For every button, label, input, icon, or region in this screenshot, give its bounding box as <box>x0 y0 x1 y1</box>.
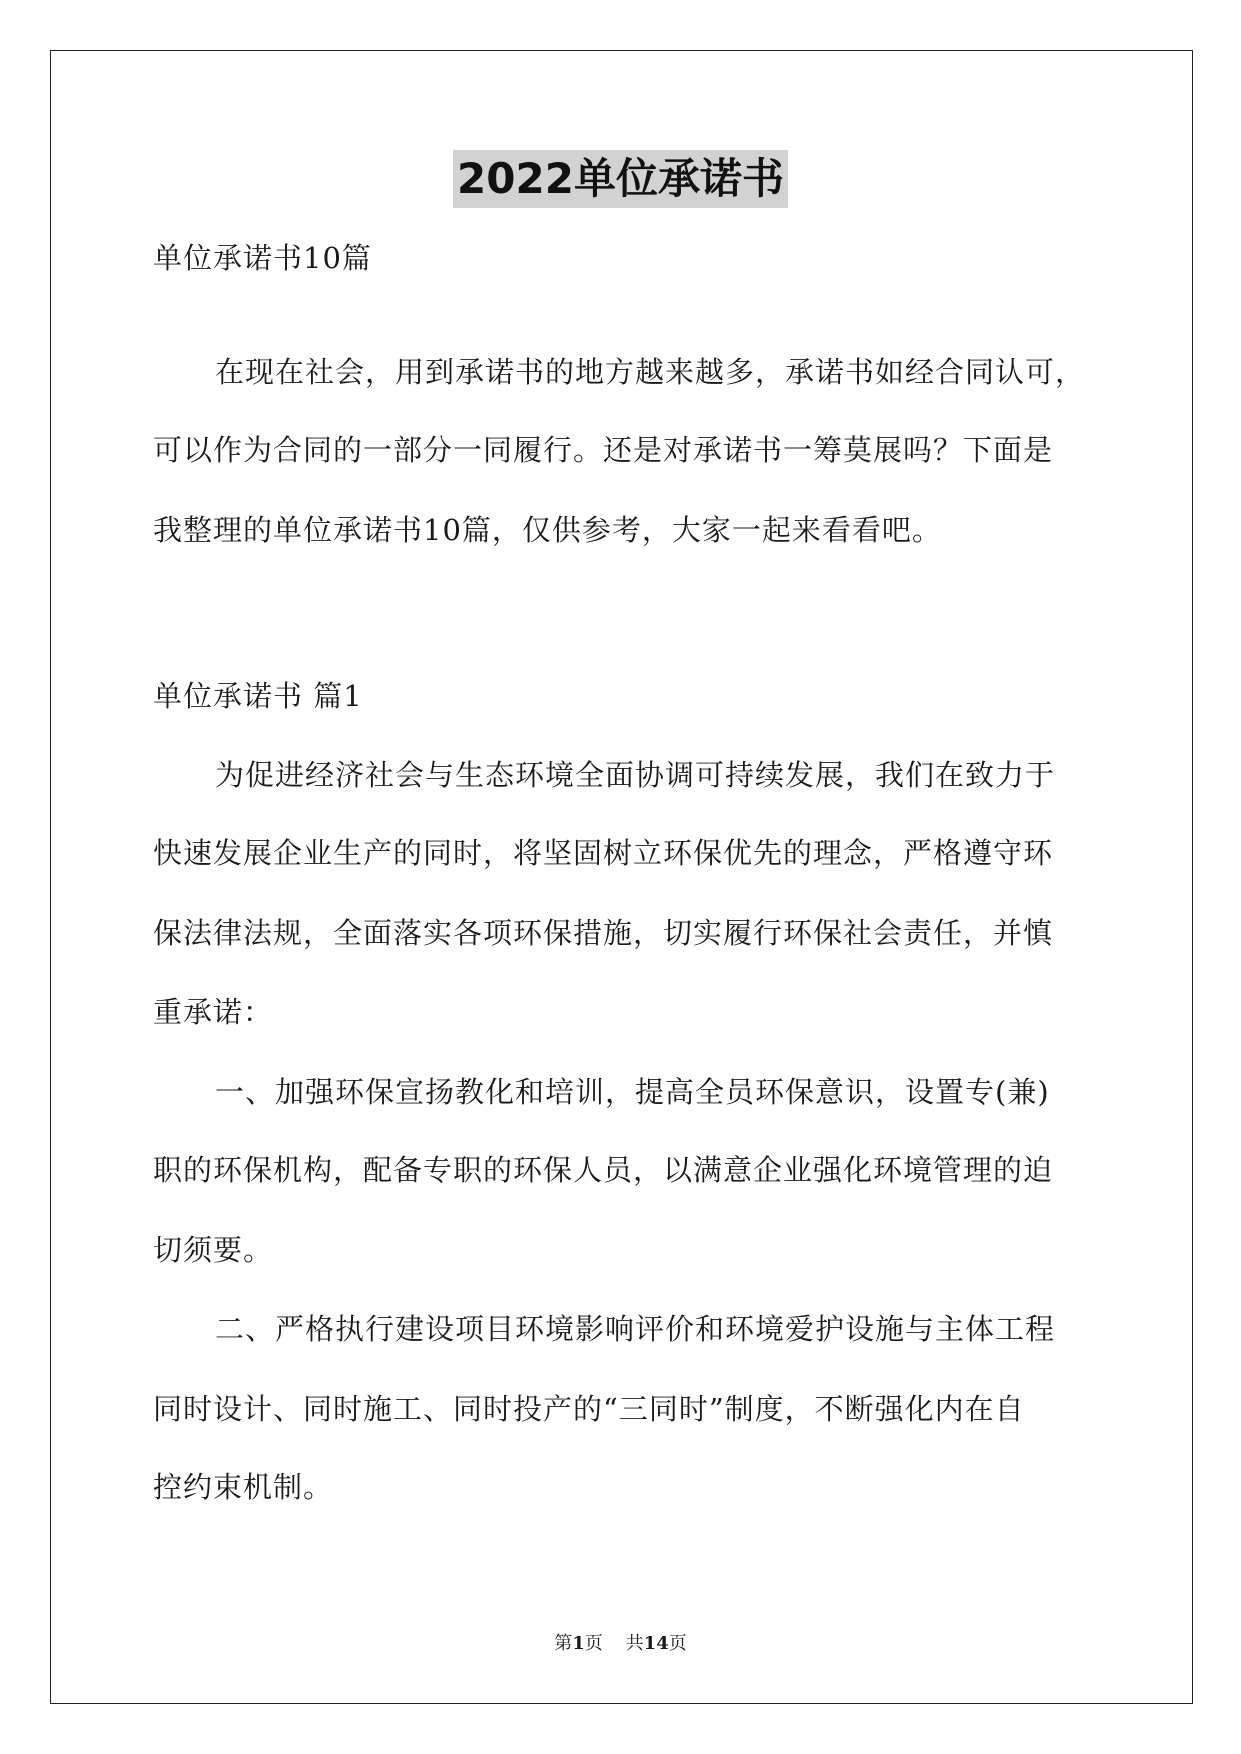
document-title: 2022单位承诺书 <box>453 150 788 208</box>
document-subtitle: 单位承诺书10篇 <box>153 241 372 275</box>
footer-total-pages: 14 <box>643 1633 669 1654</box>
page-border <box>50 50 1193 1704</box>
footer-prefix: 第 <box>554 1633 573 1654</box>
paragraph-line-1: 为促进经济社会与生态环境全面协调可持续发展，我们在致力于 <box>215 758 1056 792</box>
paragraph-line-9: 同时设计、同时施工、同时投产的“三同时”制度，不断强化内在自 <box>153 1392 1025 1426</box>
page-footer <box>0 1632 1241 1656</box>
footer-page-suffix: 页 <box>584 1633 603 1654</box>
paragraph-line-3: 保法律法规，全面落实各项环保措施，切实履行环保社会责任，并慎 <box>153 916 1054 950</box>
footer-total-suffix: 页 <box>668 1633 687 1654</box>
paragraph-line-4: 重承诺： <box>153 995 274 1029</box>
intro-line-2: 可以作为合同的一部分一同履行。还是对承诺书一筹莫展吗？下面是 <box>153 433 1054 467</box>
paragraph-line-7: 切须要。 <box>153 1233 274 1267</box>
intro-line-1: 在现在社会，用到承诺书的地方越来越多，承诺书如经合同认可， <box>215 355 1086 389</box>
intro-line-3: 我整理的单位承诺书10篇，仅供参考，大家一起来看看吧。 <box>153 513 942 547</box>
footer-page-number: 1 <box>572 1633 585 1654</box>
paragraph-line-2: 快速发展企业生产的同时，将坚固树立环保优先的理念，严格遵守环 <box>153 836 1054 870</box>
paragraph-line-5: 一、加强环保宣扬教化和培训，提高全员环保意识，设置专(兼) <box>215 1075 1050 1109</box>
section-heading: 单位承诺书 篇1 <box>153 679 363 713</box>
title-container <box>0 150 1241 208</box>
footer-total-prefix: 共 <box>625 1633 644 1654</box>
paragraph-line-6: 职的环保机构，配备专职的环保人员，以满意企业强化环境管理的迫 <box>153 1153 1054 1187</box>
paragraph-line-10: 控约束机制。 <box>153 1470 334 1504</box>
paragraph-line-8: 二、严格执行建设项目环境影响评价和环境爱护设施与主体工程 <box>215 1312 1056 1346</box>
